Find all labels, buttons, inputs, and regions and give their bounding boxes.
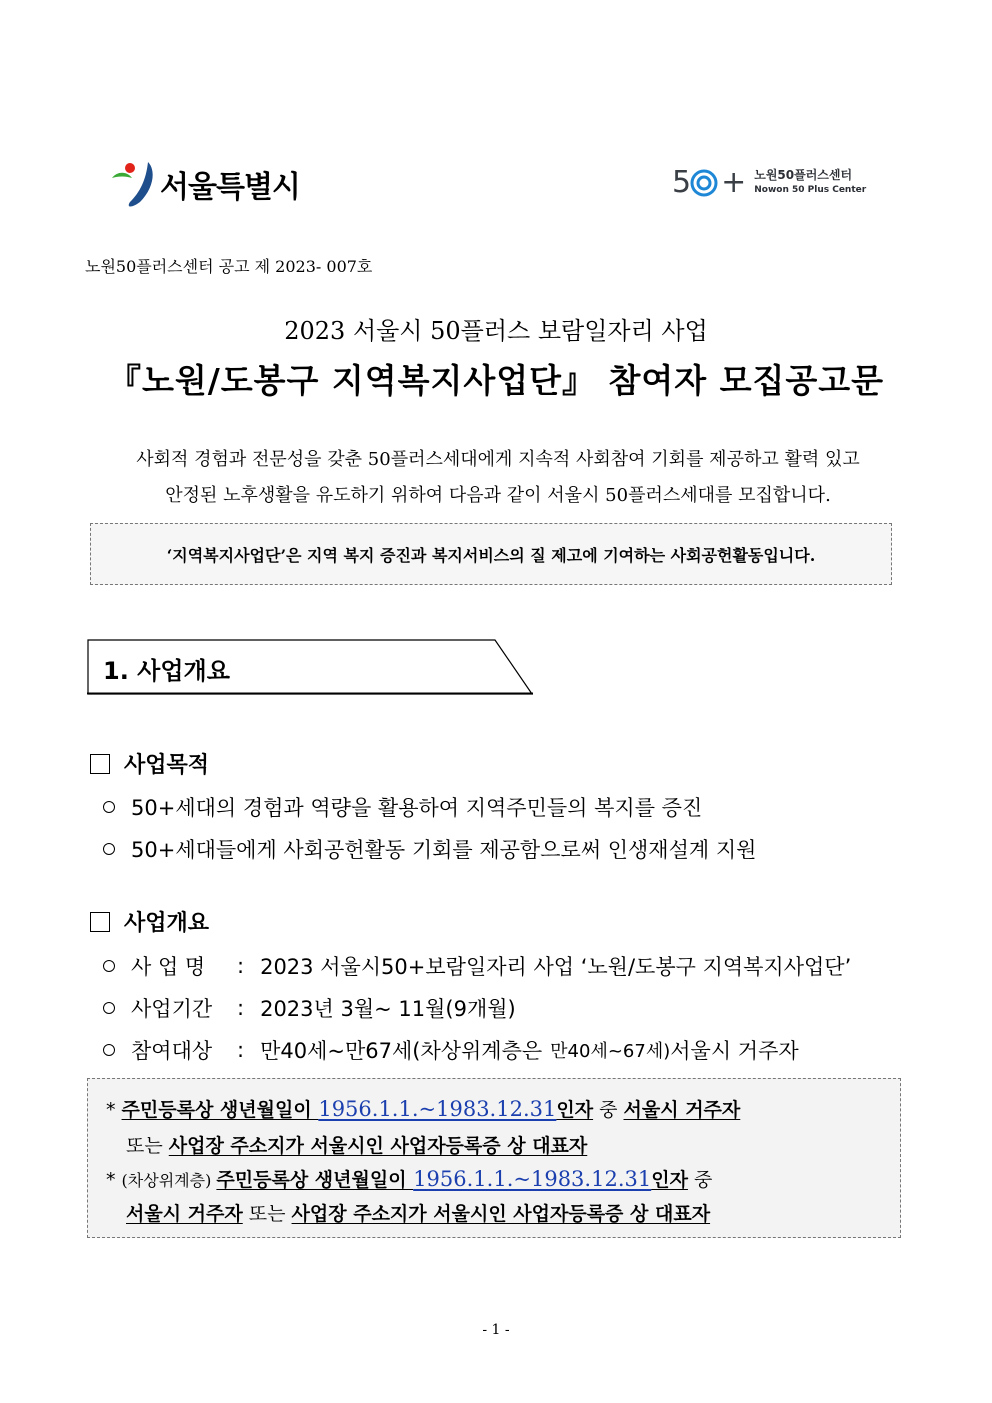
list-item: 사 업 명 : 2023 서울시50+보람일자리 사업 ‘노원/도봉구 지역복지사업단’: [99, 951, 851, 981]
item-value-small: 만40세~67세): [550, 1041, 671, 1062]
page-title: 『노원/도봉구 지역복지사업단』 참여자 모집공고문: [107, 361, 885, 400]
note-text: 서울시 거주자: [126, 1203, 243, 1225]
note-text: 중: [593, 1099, 624, 1121]
note-line-4: [126, 1199, 710, 1226]
note-text: 또는: [126, 1135, 169, 1157]
bullet-circle-icon: [103, 801, 115, 813]
overview-heading-label: 사업개요: [124, 911, 210, 936]
note-text: 인자: [556, 1099, 594, 1121]
item-label: 사 업 명: [131, 955, 206, 979]
highlight-box: ‘지역복지사업단’은 지역 복지 증진과 복지서비스의 질 제고에 기여하는 사회공헌활동입니다.: [90, 523, 892, 585]
center-logo-plus: +: [721, 165, 745, 200]
item-label: 참여대상: [131, 1039, 213, 1063]
page-number: - 1 -: [482, 1322, 510, 1338]
bullet-circle-icon: [103, 843, 115, 855]
center-logo: [672, 165, 866, 200]
note-line-1: [106, 1095, 740, 1122]
intro-line-1: 사회적 경험과 전문성을 갖춘 50플러스세대에게 지속적 사회참여 기회를 제공하고 활력 있고: [136, 449, 860, 470]
list-item-text: 50+세대들에게 사회공헌활동 기회를 제공함으로써 인생재설계 지원: [131, 838, 757, 862]
note-text: 사업장 주소지가 서울시인 사업자등록증 상 대표자: [168, 1135, 588, 1157]
list-item: 사업기간 : 2023년 3월~ 11월(9개월): [99, 993, 516, 1023]
seoul-logo-text: 서울특별시: [160, 170, 300, 205]
notice-number: 노원50플러스센터 공고 제 2023- 007호: [85, 257, 373, 276]
note-text: 중: [687, 1169, 713, 1191]
list-item: [99, 792, 702, 822]
center-name-en: Nowon 50 Plus Center: [754, 184, 867, 195]
note-text: 인자: [651, 1169, 688, 1191]
page-subtitle: 2023 서울시 50플러스 보람일자리 사업: [284, 317, 708, 345]
checkbox-icon: [90, 912, 110, 932]
note-date: 1956.1.1.~1983.12.31: [318, 1097, 557, 1121]
note-text: 사업장 주소지가 서울시인 사업자등록증 상 대표자: [291, 1203, 711, 1225]
checkbox-icon: [90, 754, 110, 774]
section-header: [87, 639, 533, 695]
ring-icon: [689, 168, 719, 198]
note-text: 서울시 거주자: [623, 1099, 741, 1121]
list-item: 참여대상 : 만40세~만67세(차상위계층은 만40세~67세) 서울시 거주자: [99, 1035, 799, 1065]
item-value: 만40세~만67세(차상위계층은: [260, 1039, 543, 1063]
note-line-3: [106, 1165, 712, 1192]
bullet-circle-icon: [103, 960, 115, 972]
note-text: 또는: [242, 1203, 292, 1225]
center-logo-5: 5: [672, 165, 690, 200]
item-value: 2023년 3월~ 11월(9개월): [260, 997, 516, 1021]
note-box: [87, 1078, 901, 1238]
note-text: 주민등록상 생년월일이: [216, 1169, 414, 1191]
note-star: *: [106, 1169, 116, 1191]
note-date: 1956.1.1.~1983.12.31: [413, 1167, 652, 1191]
item-value-end: 서울시 거주자: [670, 1039, 799, 1063]
section-title: 1. 사업개요: [103, 657, 230, 685]
intro-line-2: 안정된 노후생활을 유도하기 위하여 다음과 같이 서울시 50플러스세대를 모집합니다.: [165, 485, 831, 506]
purpose-heading-label: 사업목적: [124, 753, 210, 778]
seoul-logo: [110, 158, 300, 210]
center-name-ko: 노원50플러스센터: [754, 167, 853, 182]
item-label: 사업기간: [131, 997, 213, 1021]
center-logo-mark: [672, 165, 744, 200]
note-star: *: [106, 1099, 116, 1121]
bullet-circle-icon: [103, 1002, 115, 1014]
item-value: 2023 서울시50+보람일자리 사업 ‘노원/도봉구 지역복지사업단’: [260, 955, 852, 979]
list-item-text: 50+세대의 경험과 역량을 활용하여 지역주민들의 복지를 증진: [131, 796, 703, 820]
overview-heading: [87, 906, 209, 937]
purpose-heading: [87, 748, 209, 779]
note-text: 주민등록상 생년월일이: [121, 1099, 319, 1121]
list-item: [99, 834, 756, 864]
bullet-circle-icon: [103, 1044, 115, 1056]
seoul-emblem-icon: [110, 158, 158, 210]
note-line-2: [126, 1131, 587, 1158]
intro-paragraph: [88, 442, 908, 514]
note-text: (차상위계층): [121, 1171, 217, 1190]
